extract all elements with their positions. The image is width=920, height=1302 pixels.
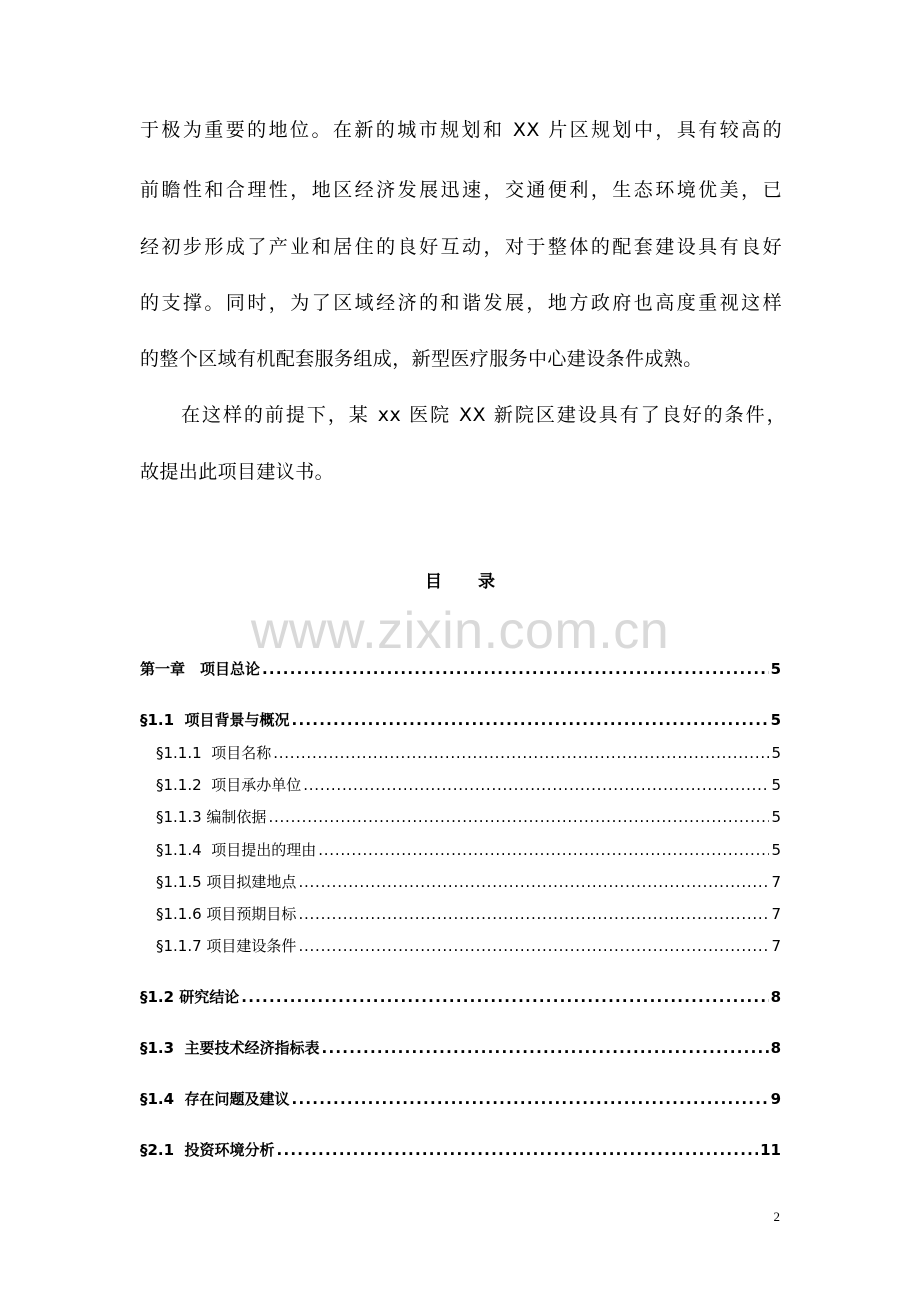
- toc-entry[interactable]: [156, 840, 781, 860]
- toc-entry[interactable]: [140, 659, 781, 679]
- body-text-line: 的整个区域有机配套服务组成，新型医疗服务中心建设条件成熟。: [140, 348, 703, 370]
- body-text-line: 在这样的前提下，某 xx 医院 XX 新院区建设具有了良好的条件，: [181, 404, 786, 426]
- toc-leader-dots: [273, 743, 769, 763]
- toc-entry-page: 5: [771, 744, 781, 762]
- toc-entry-label: §1.2 研究结论: [140, 988, 240, 1006]
- toc-entry[interactable]: [156, 807, 781, 827]
- toc-entry-page: 11: [760, 1141, 781, 1159]
- toc-leader-dots: [303, 775, 769, 795]
- toc-leader-dots: [241, 987, 768, 1007]
- toc-entry-label: §1.3 主要技术经济指标表: [140, 1039, 320, 1057]
- toc-leader-dots: [292, 710, 769, 730]
- toc-entry-page: 8: [770, 1039, 781, 1057]
- toc-entry[interactable]: [140, 1089, 781, 1109]
- toc-entry[interactable]: [140, 710, 781, 730]
- toc-entry-label: §1.1.2 项目承办单位: [156, 776, 302, 794]
- toc-entry-page: 9: [770, 1090, 781, 1108]
- toc-entry-label: §1.1.4 项目提出的理由: [156, 841, 317, 859]
- toc-entry-page: 5: [770, 711, 781, 729]
- toc-title: [0, 567, 920, 592]
- toc-entry-page: 7: [771, 905, 781, 923]
- toc-entry-label: §1.1.6 项目预期目标: [156, 905, 297, 923]
- toc-title-char: 目: [425, 572, 442, 592]
- toc-leader-dots: [322, 1038, 769, 1058]
- body-text-line: 的支撑。同时，为了区域经济的和谐发展，地方政府也高度重视这样: [140, 292, 782, 314]
- toc-entry-page: 5: [771, 841, 781, 859]
- toc-entry[interactable]: [140, 987, 781, 1007]
- toc-entry-page: 5: [770, 660, 781, 678]
- toc-entry-label: §1.1 项目背景与概况: [140, 711, 290, 729]
- watermark: www.zixin.com.cn: [250, 602, 670, 660]
- toc-entry[interactable]: [156, 936, 781, 956]
- body-text-line: 故提出此项目建议书。: [140, 461, 335, 483]
- toc-leader-dots: [262, 659, 769, 679]
- toc-entry[interactable]: [156, 872, 781, 892]
- toc-title-char: 录: [478, 572, 495, 592]
- toc-entry-label: §1.1.3 编制依据: [156, 808, 267, 826]
- body-text-line: 经初步形成了产业和居住的良好互动，对于整体的配套建设具有良好: [140, 236, 782, 258]
- toc-entry[interactable]: [140, 1140, 781, 1160]
- toc-entry-label: §1.4 存在问题及建议: [140, 1090, 290, 1108]
- toc-leader-dots: [277, 1140, 759, 1160]
- toc-entry-label: §1.1.7 项目建设条件: [156, 937, 297, 955]
- toc-entry[interactable]: [156, 775, 781, 795]
- toc-entry[interactable]: [140, 1038, 781, 1058]
- toc-entry-label: §1.1.5 项目拟建地点: [156, 873, 297, 891]
- toc-entry-page: 8: [770, 988, 781, 1006]
- toc-entry-label: 第一章 项目总论: [140, 660, 261, 678]
- toc-entry[interactable]: [156, 743, 781, 763]
- body-text-line: 前瞻性和合理性，地区经济发展迅速，交通便利，生态环境优美，已: [140, 179, 782, 201]
- toc-entry-label: §1.1.1 项目名称: [156, 744, 272, 762]
- toc-leader-dots: [268, 807, 769, 827]
- body-text-line: 于极为重要的地位。在新的城市规划和 XX 片区规划中，具有较高的: [140, 119, 782, 141]
- toc-leader-dots: [298, 872, 769, 892]
- toc-leader-dots: [292, 1089, 769, 1109]
- page-number: 2: [773, 1209, 780, 1224]
- toc-entry-page: 5: [771, 776, 781, 794]
- toc-leader-dots: [298, 936, 769, 956]
- toc-leader-dots: [298, 904, 769, 924]
- toc-entry-label: §2.1 投资环境分析: [140, 1141, 275, 1159]
- toc-entry-page: 5: [771, 808, 781, 826]
- toc-leader-dots: [318, 840, 769, 860]
- toc-entry-page: 7: [771, 937, 781, 955]
- toc-entry-page: 7: [771, 873, 781, 891]
- toc-entry[interactable]: [156, 904, 781, 924]
